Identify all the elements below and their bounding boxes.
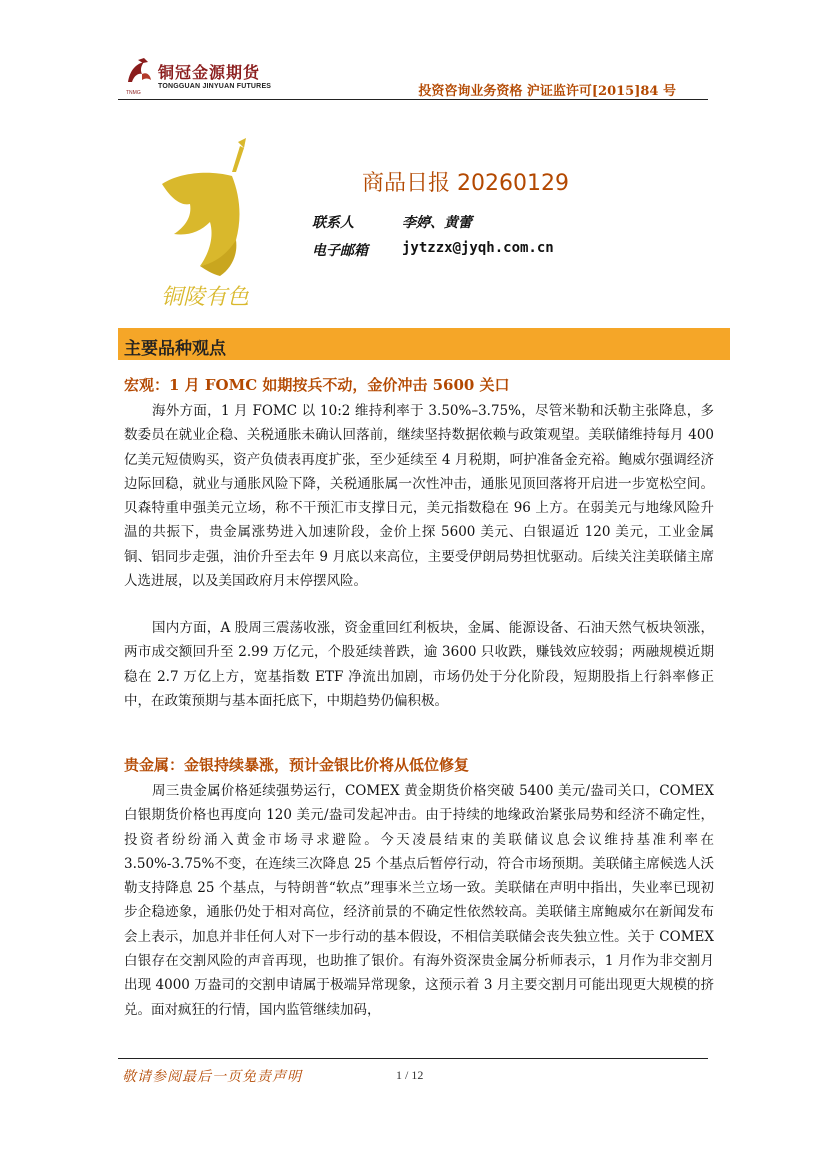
macro-domestic-paragraph: 国内方面，A 股周三震荡收涨，资金重回红利板块，金属、能源设备、石油天然气板块领涨，两市成交额回升至 2.99 万亿元，个股延续普跌，逾 3600 只收跌，赚钱效应较弱；两融规模近期稳在 2.7 万亿上方，宽基指数 ETF 净流出加剧，市场仍处于分化阶段，短期股指上行斜率修正中，在政策预期与基本面托底下，中期趋势仍偏积极。 — [124, 620, 714, 709]
macro-overseas-paragraph: 海外方面，1 月 FOMC 以 10:2 维持利率于 3.50%–3.75%，尽管米勒和沃勒主张降息，多数委员在就业企稳、关税通胀未确认回落前，继续坚持数据依赖与政策观望。美联储维持每月 400 亿美元短债购买，资产负债表再度扩张，至少延续至 4 月税期，呵护准备金充裕。鲍威尔强调经济边际回稳，就业与通胀风险下降，关税通胀属一次性冲击，通胀见顶回落将开启进一步宽松空间。贝森特重申强美元立场，称不干预汇市支撑日元，美元指数稳在 96 上方。在弱美元与地缘风险升温的共振下，贵金属涨势进入加速阶段，金价上探 5600 美元、白银逼近 120 美元，工业金属铜、铝同步走强，油价升至去年 9 月底以来高位，主要受伊朗局势担忧驱动。后续关注美联储主席人选进展，以及美国政府月末停摆风险。 — [124, 403, 714, 590]
precious-metals-heading: 贵金属：金银持续暴涨，预计金银比价将从低位修复 — [124, 756, 470, 774]
tongling-emblem-icon — [140, 136, 270, 326]
precious-metals-paragraph: 周三贵金属价格延续强势运行，COMEX 黄金期货价格突破 5400 美元/盎司关口，COMEX 白银期货价格也再度向 120 美元/盎司发起冲击。由于持续的地缘政治紧张局势和经济不确定性，投资者纷纷涌入黄金市场寻求避险。今天凌晨结束的美联储议息会议维持基准利率在 3.50%-3.75%不变，在连续三次降息 25 个基点后暂停行动，符合市场预期。美联储主席候选人沃勒支持降息 25 个基点，与特朗普“软点”理事米兰立场一致。美联储在声明中指出，失业率已现初步企稳迹象，通胀仍处于相对高位，经济前景的不确定性依然较高。美联储主席鲍威尔在新闻发布会上表示，加息并非任何人对下一步行动的基本假设，不相信美联储会丧失独立性。关于 COMEX 白银存在交割风险的声音再现，也助推了银价。有海外资深贵金属分析师表示，1 月作为非交割月出现 4000 万盎司的交割申请属于极端异常现象，这预示着 3 月主要交割月可能出现更大规模的挤兑。面对疯狂的行情，国内监管继续加码， — [124, 783, 714, 1018]
disclaimer-note: 敬请参阅最后一页免责声明 — [122, 1069, 302, 1085]
emblem-caption-text: 铜陵有色 — [160, 285, 250, 310]
section-banner-title: 主要品种观点 — [124, 339, 226, 359]
logo-abbreviation: TNMG — [126, 90, 141, 96]
page-number: 1 / 12 — [396, 1068, 424, 1082]
license-text: 投资咨询业务资格 沪证监许可[2015]84 号 — [418, 84, 676, 99]
company-logo-icon — [124, 56, 154, 88]
email-address: jytzzx@jyqh.com.cn — [402, 240, 554, 256]
email-label: 电子邮箱 — [312, 243, 368, 259]
report-title: 商品日报 20260129 — [362, 171, 569, 196]
contact-label: 联系人 — [312, 215, 354, 231]
footer-divider — [118, 1058, 708, 1059]
company-name-cn: 铜冠金源期货 — [158, 63, 261, 82]
header-divider — [118, 99, 708, 100]
macro-heading: 宏观：1 月 FOMC 如期按兵不动，金价冲击 5600 关口 — [124, 376, 510, 394]
emblem-caption — [161, 285, 250, 310]
company-name-en: TONGGUAN JINYUAN FUTURES — [158, 83, 272, 90]
contact-names: 李婷、黄蕾 — [402, 215, 472, 231]
